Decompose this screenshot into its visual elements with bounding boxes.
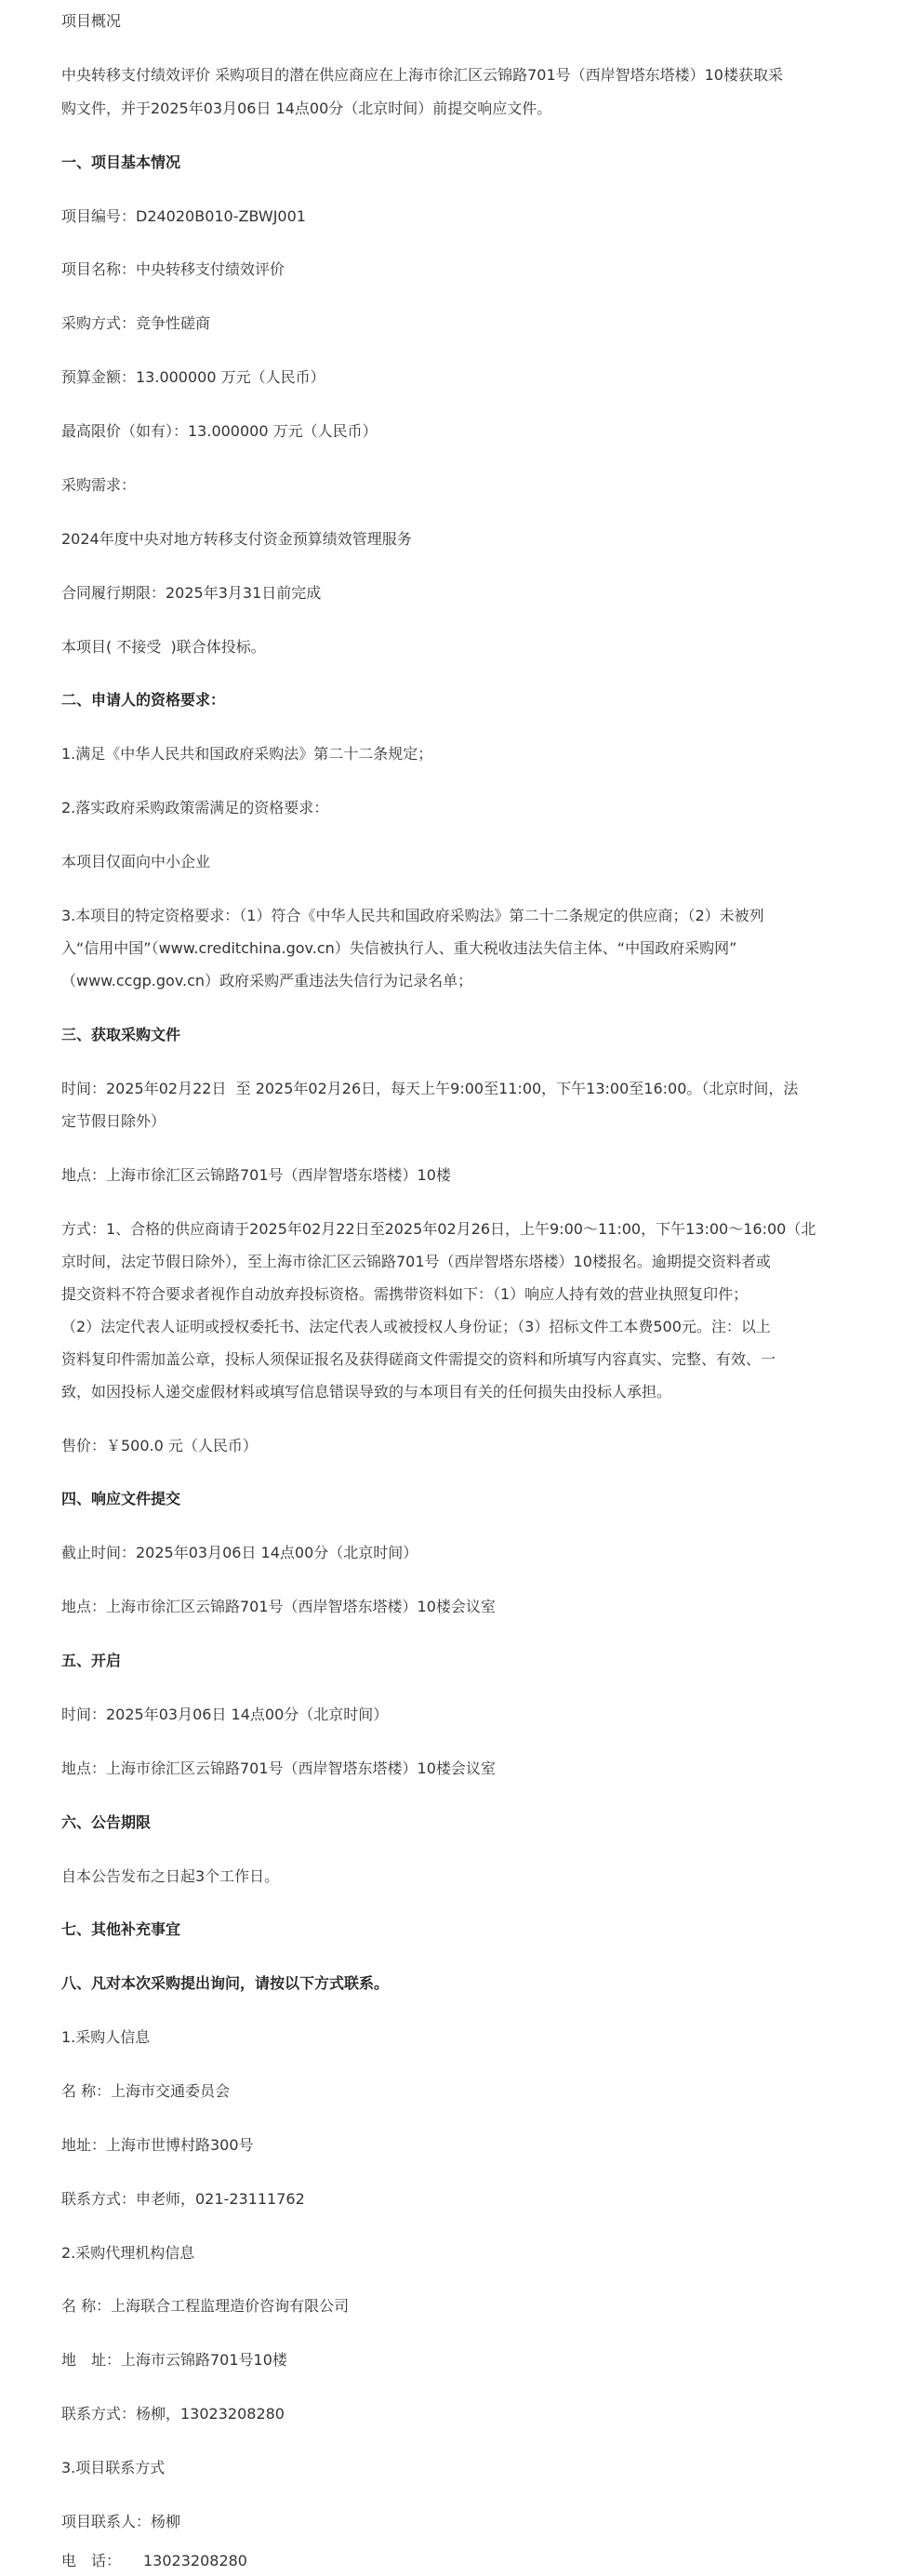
overview-intro-line-2: 购文件，并于2025年03月06日 14点00分（北京时间）前提交响应文件。 [61, 100, 552, 117]
purchaser-contact: 联系方式：申老师，021-23111762 [61, 2190, 305, 2208]
section2-heading: 二、申请人的资格要求： [61, 691, 226, 709]
section5-heading: 五、开启 [61, 1652, 122, 1669]
acquire-time-line-1: 时间：2025年02月22日 至 2025年02月26日，每天上午9:00至11:00，下午13:00至16:00。（北京时间，法 [61, 1080, 799, 1097]
contract-period: 合同履行期限：2025年3月31日前完成 [61, 584, 322, 602]
acquire-way-line-4: （2）法定代表人证明或授权委托书、法定代表人或被授权人身份证；（3）招标文件工本费500元。注：以上 [61, 1318, 771, 1335]
document-price: 售价：￥500.0 元（人民币） [61, 1437, 258, 1454]
opening-time: 时间：2025年03月06日 14点00分（北京时间） [61, 1706, 389, 1723]
agency-info-title: 2.采购代理机构信息 [61, 2244, 195, 2262]
section4-heading: 四、响应文件提交 [61, 1490, 181, 1507]
procurement-method: 采购方式：竞争性磋商 [61, 314, 211, 332]
acquire-way-line-2: 京时间，法定节假日除外），至上海市徐汇区云锦路701号（西岸智塔东塔楼）10楼报名。逾期提交资料者或 [61, 1253, 771, 1270]
purchaser-name: 名 称：上海市交通委员会 [61, 2082, 231, 2100]
section1-heading: 一、项目基本情况 [61, 153, 181, 171]
requirement-2: 2.落实政府采购政策需满足的资格要求： [61, 799, 329, 817]
agency-name: 名 称：上海联合工程监理造价咨询有限公司 [61, 2297, 350, 2315]
section3-heading: 三、获取采购文件 [61, 1026, 181, 1043]
acquire-way-line-5: 资料复印件需加盖公章，投标人须保证报名及获得磋商文件需提交的资料和所填写内容真实、完整、有效、一 [61, 1350, 776, 1368]
purchaser-address: 地址：上海市世博村路300号 [61, 2136, 254, 2154]
section7-heading: 七、其他补充事宜 [61, 1920, 181, 1938]
consortium-note: 本项目( 不接受 )联合体投标。 [61, 638, 266, 656]
demand-detail: 2024年度中央对地方转移支付资金预算绩效管理服务 [61, 530, 412, 548]
project-number: 项目编号：D24020B010-ZBWJ001 [61, 207, 306, 225]
max-price: 最高限价（如有）：13.000000 万元（人民币） [61, 422, 378, 440]
overview-intro-line-1: 中央转移支付绩效评价 采购项目的潜在供应商应在上海市徐汇区云锦路701号（西岸智塔东塔楼）10楼获取采 [61, 66, 783, 84]
submission-deadline: 截止时间：2025年03月06日 14点00分（北京时间） [61, 1544, 418, 1561]
agency-address: 地 址：上海市云锦路701号10楼 [61, 2351, 287, 2369]
requirement-1: 1.满足《中华人民共和国政府采购法》第二十二条规定； [61, 745, 433, 763]
submission-place: 地点：上海市徐汇区云锦路701号（西岸智塔东塔楼）10楼会议室 [61, 1598, 496, 1615]
purchaser-info-title: 1.采购人信息 [61, 2028, 151, 2046]
project-contact-title: 3.项目联系方式 [61, 2459, 166, 2476]
requirement-3-line-3: （www.ccgp.gov.cn）政府采购严重违法失信行为记录名单； [61, 972, 473, 989]
overview-title: 项目概况 [61, 12, 122, 30]
acquire-way-line-1: 方式：1、合格的供应商请于2025年02月22日至2025年02月26日，上午9:00～11:00，下午13:00～16:00（北 [61, 1220, 816, 1238]
acquire-place: 地点：上海市徐汇区云锦路701号（西岸智塔东塔楼）10楼 [61, 1166, 451, 1184]
notice-period: 自本公告发布之日起3个工作日。 [61, 1867, 280, 1885]
acquire-way-line-6: 致，如因投标人递交虚假材料或填写信息错误导致的与本项目有关的任何损失由投标人承担。 [61, 1383, 672, 1401]
project-name: 项目名称：中央转移支付绩效评价 [61, 260, 285, 278]
demand-label: 采购需求： [61, 476, 137, 494]
project-contact-person: 项目联系人：杨柳 [61, 2513, 181, 2530]
requirement-2-detail: 本项目仅面向中小企业 [61, 853, 211, 870]
section6-heading: 六、公告期限 [61, 1813, 152, 1831]
acquire-way-line-3: 提交资料不符合要求者视作自动放弃投标资格。需携带资料如下：（1）响应人持有效的营业执照复印件； [61, 1285, 749, 1303]
requirement-3-line-2: 入“信用中国”（www.creditchina.gov.cn）失信被执行人、重大税收违法失信主体、“中国政府采购网” [61, 939, 737, 957]
section8-heading: 八、凡对本次采购提出询问，请按以下方式联系。 [61, 1974, 390, 1992]
project-contact-phone: 电 话： 13023208280 [61, 2552, 247, 2569]
opening-place: 地点：上海市徐汇区云锦路701号（西岸智塔东塔楼）10楼会议室 [61, 1759, 496, 1777]
agency-contact: 联系方式：杨柳，13023208280 [61, 2405, 285, 2423]
requirement-3-line-1: 3.本项目的特定资格要求：（1）符合《中华人民共和国政府采购法》第二十二条规定的供应商；（2）未被列 [61, 907, 764, 924]
acquire-time-line-2: 定节假日除外） [61, 1112, 166, 1130]
budget-amount: 预算金额：13.000000 万元（人民币） [61, 368, 325, 386]
